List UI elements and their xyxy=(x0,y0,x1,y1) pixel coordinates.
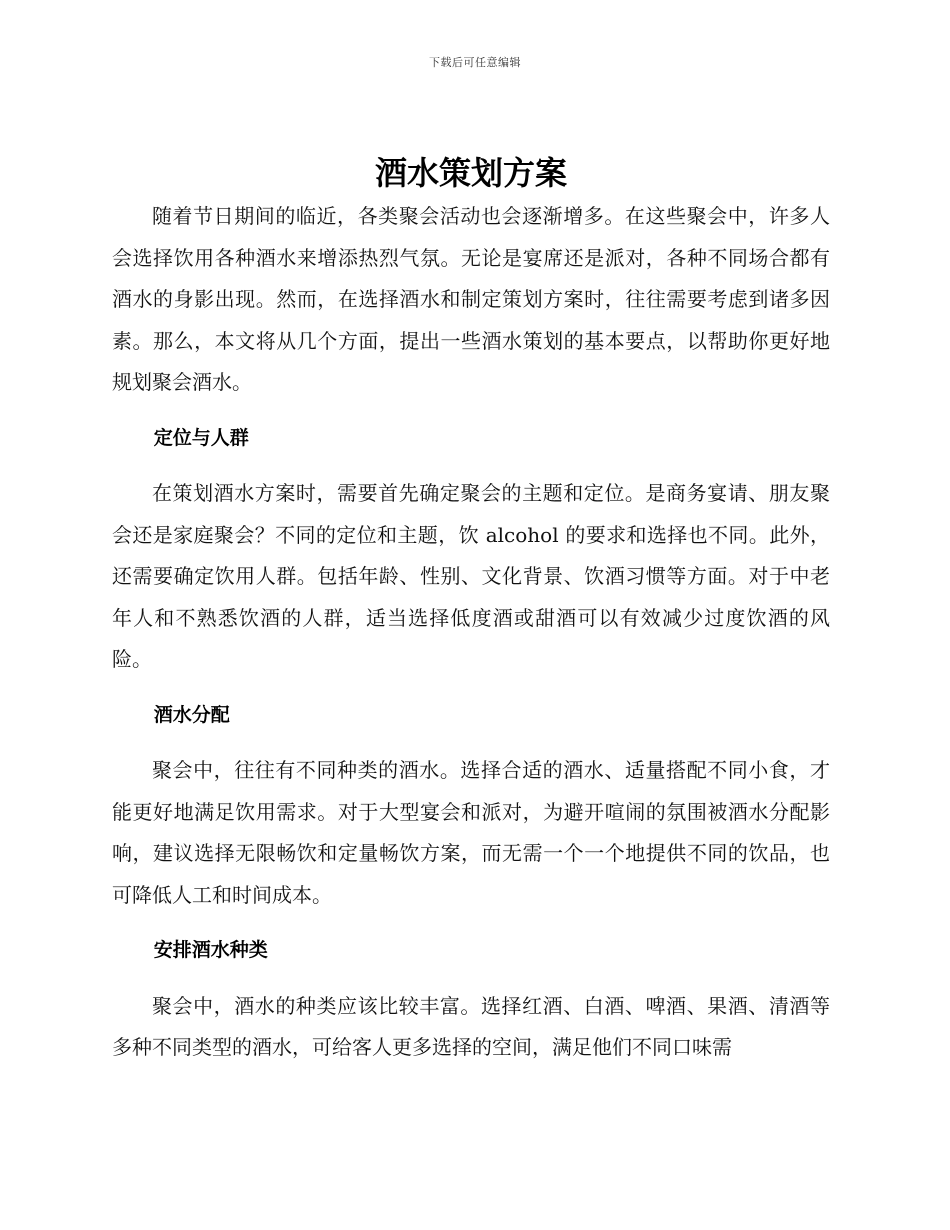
section-paragraph-variety: 聚会中，酒水的种类应该比较丰富。选择红酒、白酒、啤酒、果酒、清酒等多种不同类型的酒水，可给客人更多选择的空间，满足他们不同口味需 xyxy=(112,993,830,1059)
section-heading-variety: 安排酒水种类 xyxy=(153,939,268,961)
section-heading-positioning: 定位与人群 xyxy=(153,426,249,449)
intro-paragraph: 随着节日期间的临近，各类聚会活动也会逐渐增多。在这些聚会中，许多人会选择饮用各种酒水来增添热烈气氛。无论是宴席还是派对，各种不同场合都有酒水的身影出现。然而，在选择酒水和制定策划方案时，往往需要考虑到诸多因素。那么，本文将从几个方面，提出一些酒水策划的基本要点，以帮助你更好地规划聚会酒水。 xyxy=(112,204,830,394)
header-note: 下载后可任意编辑 xyxy=(429,56,521,69)
section-heading-distribution: 酒水分配 xyxy=(153,703,230,726)
document-title: 酒水策划方案 xyxy=(374,154,567,192)
section-paragraph-distribution: 聚会中，往往有不同种类的酒水。选择合适的酒水、适量搭配不同小食，才能更好地满足饮用需求。对于大型宴会和派对，为避开喧闹的氛围被酒水分配影响，建议选择无限畅饮和定量畅饮方案，而无需一个一个地提供不同的饮品，也可降低人工和时间成本。 xyxy=(112,758,830,907)
document-body xyxy=(112,150,830,1069)
section-paragraph-positioning: 在策划酒水方案时，需要首先确定聚会的主题和定位。是商务宴请、朋友聚会还是家庭聚会？不同的定位和主题，饮 alcohol 的要求和选择也不同。此外，还需要确定饮用人群。包括年龄、性别、文化背景、饮酒习惯等方面。对于中老年人和不熟悉饮酒的人群，适当选择低度酒或甜酒可以有效减少过度饮酒的风险。 xyxy=(112,481,830,671)
